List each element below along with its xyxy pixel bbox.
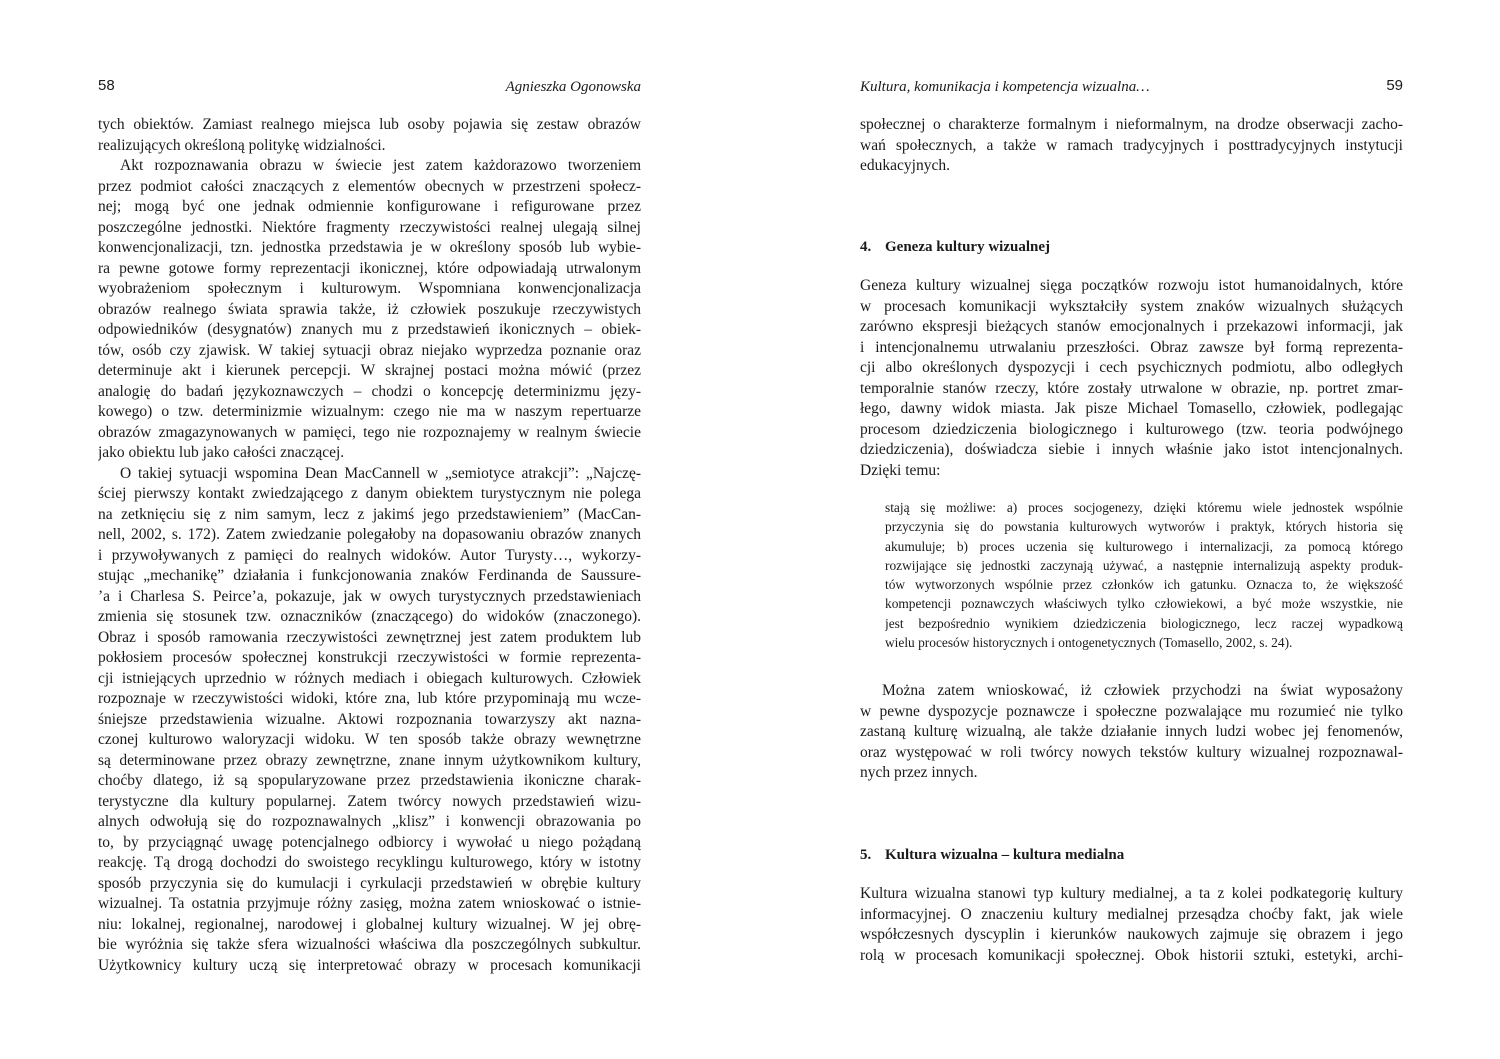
text-line: społecznej o charakterze formalnym i nieformalnym, na drodze obserwacji zacho- xyxy=(860,116,1403,133)
section-heading xyxy=(860,845,1124,865)
running-head-title: Kultura, komunikacja i kompetencja wizualna… xyxy=(860,79,1150,95)
text-line: jest bezpośrednio wynikiem dziedziczenia biologicznego, lecz raczej wypadkową xyxy=(885,615,1403,631)
text-line: to, by przyciągnąć uwagę potencjalnego odbiorcy i wywołać u niego pożądaną xyxy=(98,833,641,851)
text-line: alnych odwołują się do rozpoznawalnych „klisz” i konwencji obrazowania po xyxy=(98,813,641,830)
text-line: Użytkownicy kultury uczą się interpretować obrazy w procesach komunikacji xyxy=(98,956,641,974)
section-title: Geneza kultury wizualnej xyxy=(885,239,1050,255)
text-line: czonej kulturowo waloryzacji widoku. W ten sposób także obrazy wewnętrzne xyxy=(98,731,641,748)
continued-paragraph xyxy=(860,115,1403,177)
left-page xyxy=(98,0,641,1059)
text-line: cji istniejących uprzednio w różnych mediach i obiegach kulturowych. Człowiek xyxy=(98,669,641,687)
text-line: dziedziczenia), doświadcza siebie i innych właśnie jako istot intencjonalnych. xyxy=(860,441,1403,458)
text-line: zarówno ekspresji bieżących stanów emocjonalnych i przekazowi informacji, jak xyxy=(860,318,1403,335)
text-line: śniejsze przedstawienia wizualne. Aktowi rozpoznania towarzyszy akt nazna- xyxy=(98,710,641,728)
text-line: edukacyjnych. xyxy=(860,157,950,174)
text-line: Kultura wizualna stanowi typ kultury medialnej, a ta z kolei podkategorię kultury xyxy=(860,885,1403,902)
text-line: nych przez innych. xyxy=(860,764,978,781)
text-line: wielu procesów historycznych i ontogenetycznych (Tomasello, 2002, s. 24). xyxy=(885,635,1293,651)
section-number: 4. xyxy=(860,239,872,255)
text-line: akumuluje; b) proces uczenia się kulturowego i internalizacji, za pomocą którego xyxy=(885,538,1403,554)
text-line: i przywoływanych z pamięci do realnych widoków. Autor Turysty…, wykorzy- xyxy=(98,546,641,564)
text-line: kompetencji poznawczych właściwych tylko człowiekowi, a być może wszystkie, nie xyxy=(885,596,1403,612)
section-title: Kultura wizualna – kultura medialna xyxy=(885,847,1125,863)
text-line: rolą w procesach komunikacji społecznej. Obok historii sztuki, estetyki, archi- xyxy=(860,946,1403,964)
text-line: współczesnych dyscyplin i kierunków naukowych zajmuje się obrazem i jego xyxy=(860,926,1403,943)
text-line: ra pewne gotowe formy reprezentacji ikonicznej, które odpowiadają utrwalonym xyxy=(98,259,641,277)
text-line: Akt rozpoznawania obrazu w świecie jest zatem każdorazowo tworzeniem xyxy=(120,157,641,174)
text-line: stają się możliwe: a) proces socjogenezy, dzięki któremu wiele jednostek wspólnie xyxy=(885,500,1403,515)
text-line: niu: lokalnej, regionalnej, narodowej i globalnej kultury wizualnej. W jej obrę- xyxy=(98,915,641,933)
text-line: przyczynia się do powstania kulturowych wytworów i praktyk, których historia się xyxy=(885,519,1403,535)
right-page xyxy=(860,0,1403,1059)
text-line: poszczególne jednostki. Niektóre fragmenty rzeczywistości realnej ulegają silnej xyxy=(98,218,641,236)
text-line: oraz występować w roli twórcy nowych tekstów kultury wizualnej rozpoznawal- xyxy=(860,743,1403,761)
text-line: terystyczne dla kultury popularnej. Zatem twórcy nowych przedstawień wizu- xyxy=(98,792,641,810)
text-line: Obraz i sposób ramowania rzeczywistości zewnętrznej jest zatem produktem lub xyxy=(98,628,641,646)
running-head-author: Agnieszka Ogonowska xyxy=(505,79,641,95)
text-line: pokłosiem procesów społecznej konstrukcji rzeczywistości w formie reprezenta- xyxy=(98,649,641,666)
text-line: obrazów zmagazynowanych w pamięci, tego nie rozpoznajemy w realnym świecie xyxy=(98,423,641,441)
text-line: i intencjonalnemu utrwalaniu przeszłości. Obraz zawsze był formą reprezenta- xyxy=(860,338,1403,356)
paragraph xyxy=(860,884,1403,966)
text-line: determinuje akt i kierunek percepcji. W skrajnej postaci można mówić (przez xyxy=(98,362,641,379)
text-line: sposób przyczynia się do kumulacji i cyrkulacji przedstawień w obrębie kultury xyxy=(98,874,641,892)
page-number: 59 xyxy=(1386,77,1403,94)
text-line: tych obiektów. Zamiast realnego miejsca lub osoby pojawia się zestaw obrazów xyxy=(98,116,641,133)
text-line: zmienia się stosunek tzw. oznaczników (znaczącego) do widoków (znaczonego). xyxy=(98,608,641,625)
text-line: rozwijające się jednostki zaczynają używać, a następnie internalizują aspekty produk- xyxy=(885,557,1403,573)
text-line: są determinowane przez obrazy zewnętrzne, znane innym użytkownikom kultury, xyxy=(98,751,641,769)
paragraph xyxy=(860,681,1403,784)
text-line: informacyjnej. O znaczeniu kultury medialnej przesądza choćby fakt, jak wiele xyxy=(860,905,1403,923)
text-line: ’a i Charlesa S. Peirce’a, pokazuje, jak w owych turystycznych przedstawieniach xyxy=(98,587,641,605)
text-line: na zetknięciu się z nim samym, lecz z jakimś jego przedstawieniem” (MacCan- xyxy=(98,505,641,523)
text-line: w pewne dyspozycje poznawcze i społeczne pozwalające mu rozumieć nie tylko xyxy=(860,702,1403,720)
text-line: realizujących określoną politykę widzialności. xyxy=(98,136,386,154)
text-line: stując „mechanikę” działania i funkcjonowania znaków Ferdinanda de Saussure- xyxy=(98,567,641,584)
text-line: tów wytworzonych wspólnie przez członków ich gatunku. Oznacza to, że większość xyxy=(885,577,1403,593)
text-line: cji albo określonych dyspozycji i cech psychicznych podmiotu, albo odległych xyxy=(860,359,1403,376)
text-line: temporalnie stanów rzeczy, które zostały utrwalone w obrazie, np. portret zmar- xyxy=(860,379,1403,397)
text-line: wizualnej. Ta ostatnia przyjmuje różny zasięg, można zatem wnioskować o istnie- xyxy=(98,895,641,912)
text-line: Można zatem wnioskować, iż człowiek przychodzi na świat wyposażony xyxy=(882,682,1403,699)
text-line: wyobrażeniom społecznym i kulturowym. Wspomniana konwencjonalizacja xyxy=(98,280,641,297)
text-line: jako obiektu lub jako całości znaczącej. xyxy=(98,444,345,461)
text-line: obrazów realnego świata sprawia także, iż człowiek poszukuje rzeczywistych xyxy=(98,300,641,318)
page-number: 58 xyxy=(98,77,115,94)
text-line: O takiej sytuacji wspomina Dean MacCannell w „semiotyce atrakcji”: „Najczę- xyxy=(120,464,641,482)
text-line: konwencjonalizacji, tzn. jednostka przedstawia je w określony sposób lub wybie- xyxy=(98,239,641,256)
text-line: Dzięki temu: xyxy=(860,461,941,479)
left-body-text xyxy=(98,115,641,976)
text-line: przez podmiot całości znaczących z elementów obecnych w przestrzeni społecz- xyxy=(98,177,641,195)
text-line: kowego) o tzw. determinizmie wizualnym: czego nie ma w naszym repertuarze xyxy=(98,403,641,420)
section-number: 5. xyxy=(860,847,872,863)
text-line: reakcję. Tą drogą dochodzi do swoistego recyklingu kulturowego, który w istotny xyxy=(98,854,641,871)
text-line: analogię do badań językoznawczych – chodzi o koncepcję determinizmu języ- xyxy=(98,382,641,400)
block-quote xyxy=(885,498,1403,652)
text-line: łego, dawny widok miasta. Jak pisze Michael Tomasello, człowiek, podlegając xyxy=(860,400,1403,417)
text-line: choćby dlatego, iż są spopularyzowane przez przedstawienia ikoniczne charak- xyxy=(98,772,641,789)
text-line: procesom dziedziczenia biologicznego i kulturowego (tzw. teoria podwójnego xyxy=(860,420,1403,438)
text-line: odpowiedników (desygnatów) znanych mu z przedstawień ikonicznych – obiek- xyxy=(98,321,641,338)
text-line: tów, osób czy zjawisk. W takiej sytuacji obraz niejako wyprzedza poznanie oraz xyxy=(98,341,641,359)
text-line: Geneza kultury wizualnej sięga początków rozwoju istot humanoidalnych, które xyxy=(860,277,1403,294)
text-line: rozpoznaje w rzeczywistości widoki, które zna, lub które przypominają mu wcze- xyxy=(98,690,641,707)
paragraph xyxy=(860,276,1403,481)
text-line: ściej pierwszy kontakt zwiedzającego z danym obiektem turystycznym nie polega xyxy=(98,485,641,502)
text-line: zastaną kulturę wizualną, ale także działanie innych ludzi wobec jej fenomenów, xyxy=(860,723,1403,740)
text-line: nell, 2002, s. 172). Zatem zwiedzanie polegałoby na dopasowaniu obrazów znanych xyxy=(98,526,641,543)
text-line: nej; mogą być one jednak odmiennie konfigurowane i refigurowane przez xyxy=(98,198,641,215)
section-heading xyxy=(860,237,1050,257)
text-line: bie wyróżnia się także sfera wizualności właściwa dla poszczególnych subkultur. xyxy=(98,936,641,953)
text-line: w procesach komunikacji wykształciły system znaków wizualnych służących xyxy=(860,297,1403,315)
text-line: wań społecznych, a także w ramach tradycyjnych i posttradycyjnych instytucji xyxy=(860,136,1403,154)
